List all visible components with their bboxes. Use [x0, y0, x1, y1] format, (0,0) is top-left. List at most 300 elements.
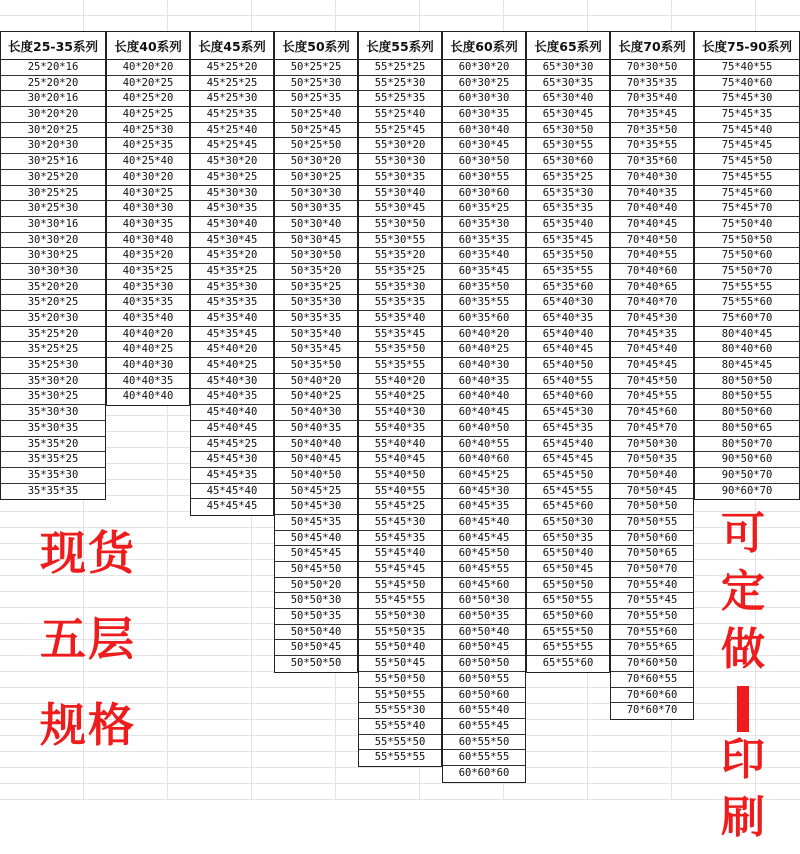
size-cell: 40*35*20	[107, 248, 189, 264]
size-cell: 55*40*40	[359, 437, 441, 453]
size-cell: 75*55*60	[695, 295, 799, 311]
size-cell: 45*35*20	[191, 248, 273, 264]
column-cells	[190, 60, 274, 516]
size-cell: 70*35*60	[611, 154, 693, 170]
size-cell: 55*40*55	[359, 484, 441, 500]
size-cell: 60*35*50	[443, 280, 525, 296]
size-cell: 70*35*50	[611, 123, 693, 139]
size-cell: 30*30*20	[1, 233, 105, 249]
size-cell: 65*35*45	[527, 233, 609, 249]
size-cell: 45*30*40	[191, 217, 273, 233]
size-cell: 90*60*70	[721, 484, 773, 497]
size-cell: 75*45*55	[695, 170, 799, 186]
size-cell: 45*25*25	[191, 76, 273, 92]
size-cell: 70*45*55	[611, 389, 693, 405]
size-cell: 50*25*40	[275, 107, 357, 123]
size-cell: 70*50*65	[611, 546, 693, 562]
size-cell: 50*40*50	[275, 468, 357, 484]
size-cell: 70*40*40	[611, 201, 693, 217]
size-cell: 80*45*45	[695, 358, 799, 374]
size-cell: 70*40*35	[611, 186, 693, 202]
size-cell: 60*45*40	[443, 515, 525, 531]
size-cell: 70*55*40	[611, 578, 693, 594]
size-cell: 65*45*60	[527, 499, 609, 515]
column-header: 长度60系列	[442, 31, 526, 60]
size-cell: 55*55*30	[359, 703, 441, 719]
size-cell: 65*30*30	[527, 60, 609, 76]
size-cell: 65*30*35	[527, 76, 609, 92]
size-cell: 50*35*35	[275, 311, 357, 327]
size-cell: 45*40*25	[191, 358, 273, 374]
size-cell: 65*50*30	[527, 515, 609, 531]
size-cell: 70*45*50	[611, 374, 693, 390]
size-cell: 75*55*55	[695, 280, 799, 296]
size-cell: 65*40*30	[527, 295, 609, 311]
size-cell: 55*35*30	[359, 280, 441, 296]
size-cell: 70*60*50	[611, 656, 693, 672]
size-cell: 45*35*45	[191, 327, 273, 343]
size-cell: 50*35*20	[275, 264, 357, 280]
size-cell: 50*35*40	[275, 327, 357, 343]
size-cell: 40*20*25	[107, 76, 189, 92]
size-cell: 65*50*35	[527, 531, 609, 547]
size-cell: 70*55*45	[611, 593, 693, 609]
size-cell: 70*40*60	[611, 264, 693, 280]
size-cell: 45*40*20	[191, 342, 273, 358]
size-cell: 70*50*45	[611, 484, 693, 500]
size-cell: 55*40*45	[359, 452, 441, 468]
size-cell: 45*40*40	[191, 405, 273, 421]
size-cell: 40*25*35	[107, 138, 189, 154]
size-cell: 60*35*35	[443, 233, 525, 249]
size-cell: 55*45*35	[359, 531, 441, 547]
size-cell: 70*45*35	[611, 327, 693, 343]
size-cell: 60*30*35	[443, 107, 525, 123]
size-cell: 35*30*25	[1, 389, 105, 405]
size-cell: 70*55*50	[611, 609, 693, 625]
size-cell: 60*50*55	[443, 672, 525, 688]
size-cell: 65*40*60	[527, 389, 609, 405]
promo-custom-print	[708, 508, 778, 854]
size-cell: 70*55*60	[611, 625, 693, 641]
size-cell: 30*30*30	[1, 264, 105, 280]
size-cell: 50*30*20	[275, 154, 357, 170]
size-cell: 50*35*30	[275, 295, 357, 311]
size-cell: 55*40*30	[359, 405, 441, 421]
size-cell: 55*45*30	[359, 515, 441, 531]
size-cell: 65*50*50	[527, 578, 609, 594]
size-cell: 60*40*30	[443, 358, 525, 374]
size-cell: 55*50*40	[359, 640, 441, 656]
size-cell: 55*35*45	[359, 327, 441, 343]
size-cell: 40*35*30	[107, 280, 189, 296]
size-cell: 65*35*30	[527, 186, 609, 202]
size-cell: 60*40*45	[443, 405, 525, 421]
size-cell: 55*30*50	[359, 217, 441, 233]
size-cell: 40*25*30	[107, 123, 189, 139]
promo-dash	[737, 686, 749, 732]
size-cell: 75*50*50	[695, 233, 799, 249]
size-cell: 90*50*70	[695, 468, 799, 484]
size-cell: 60*45*30	[443, 484, 525, 500]
size-cell: 75*45*40	[695, 123, 799, 139]
size-cell: 55*35*55	[359, 358, 441, 374]
column-header: 长度70系列	[610, 31, 694, 60]
size-cell: 55*30*55	[359, 233, 441, 249]
size-cell: 40*40*40	[122, 390, 174, 403]
size-cell: 60*45*50	[443, 546, 525, 562]
size-cell: 40*40*35	[107, 374, 189, 390]
size-cell: 65*35*25	[527, 170, 609, 186]
size-cell: 65*40*45	[527, 342, 609, 358]
size-cell: 30*25*25	[1, 186, 105, 202]
size-cell: 50*45*50	[275, 562, 357, 578]
size-cell: 70*50*30	[611, 437, 693, 453]
size-cell: 40*40*30	[107, 358, 189, 374]
size-cell: 30*20*30	[1, 138, 105, 154]
size-cell: 55*40*35	[359, 421, 441, 437]
size-cell: 55*35*20	[359, 248, 441, 264]
size-cell: 65*30*60	[527, 154, 609, 170]
size-cell: 45*25*45	[191, 138, 273, 154]
size-cell: 75*45*35	[695, 107, 799, 123]
size-cell: 60*50*45	[443, 640, 525, 656]
size-cell: 55*35*25	[359, 264, 441, 280]
promo-line-2: 五层	[40, 612, 136, 666]
size-cell: 70*30*50	[611, 60, 693, 76]
size-cell: 50*30*40	[275, 217, 357, 233]
size-cell: 70*60*55	[611, 672, 693, 688]
promo-char-3: 做	[721, 624, 765, 675]
promo-line-3: 规格	[40, 698, 136, 752]
size-cell: 50*40*20	[275, 374, 357, 390]
size-cell: 65*35*55	[527, 264, 609, 280]
size-cell: 55*55*40	[359, 719, 441, 735]
size-cell: 70*50*70	[611, 562, 693, 578]
size-cell: 35*20*25	[1, 295, 105, 311]
size-cell: 55*50*45	[359, 656, 441, 672]
size-cell: 45*30*35	[191, 201, 273, 217]
size-cell: 35*35*20	[1, 437, 105, 453]
column-cells	[526, 60, 610, 673]
size-cell: 45*45*40	[191, 484, 273, 500]
size-cell: 60*60*60	[458, 766, 510, 779]
size-cell: 50*30*45	[275, 233, 357, 249]
size-cell: 50*40*45	[275, 452, 357, 468]
size-cell: 60*50*40	[443, 625, 525, 641]
size-cell: 55*25*45	[359, 123, 441, 139]
column-header: 长度50系列	[274, 31, 358, 60]
size-cell: 45*25*20	[191, 60, 273, 76]
size-cell: 55*50*30	[359, 609, 441, 625]
size-cell: 70*50*35	[611, 452, 693, 468]
size-cell: 55*45*50	[359, 578, 441, 594]
size-cell: 45*25*35	[191, 107, 273, 123]
promo-char-2: 定	[721, 566, 765, 617]
size-cell: 40*35*40	[107, 311, 189, 327]
size-cell: 40*30*20	[107, 170, 189, 186]
size-cell: 65*45*35	[527, 421, 609, 437]
size-cell: 80*50*70	[695, 437, 799, 453]
size-cell: 50*40*25	[275, 389, 357, 405]
size-cell: 65*45*50	[527, 468, 609, 484]
size-cell: 60*40*20	[443, 327, 525, 343]
size-cell: 65*30*50	[527, 123, 609, 139]
size-cell: 50*50*50	[290, 657, 342, 670]
size-cell: 65*35*50	[527, 248, 609, 264]
size-cell: 80*50*65	[695, 421, 799, 437]
size-cell: 40*25*20	[107, 91, 189, 107]
size-cell: 60*35*60	[443, 311, 525, 327]
size-cell: 60*35*25	[443, 201, 525, 217]
size-cell: 75*45*70	[695, 201, 799, 217]
size-cell: 60*45*55	[443, 562, 525, 578]
size-cell: 65*35*35	[527, 201, 609, 217]
size-cell: 65*30*40	[527, 91, 609, 107]
size-cell: 55*40*25	[359, 389, 441, 405]
size-cell: 50*50*35	[275, 609, 357, 625]
size-cell: 80*40*60	[695, 342, 799, 358]
size-cell: 60*45*60	[443, 578, 525, 594]
size-cell: 65*45*55	[527, 484, 609, 500]
size-cell: 65*35*60	[527, 280, 609, 296]
size-cell: 50*50*40	[275, 625, 357, 641]
column-header: 长度40系列	[106, 31, 190, 60]
size-cell: 45*30*25	[191, 170, 273, 186]
size-cell: 55*40*20	[359, 374, 441, 390]
size-cell: 80*40*45	[695, 327, 799, 343]
size-cell: 60*30*20	[443, 60, 525, 76]
size-cell: 50*30*30	[275, 186, 357, 202]
size-cell: 40*35*35	[107, 295, 189, 311]
size-cell: 50*35*50	[275, 358, 357, 374]
size-cell: 70*45*70	[611, 421, 693, 437]
size-cell: 30*25*16	[1, 154, 105, 170]
column-header: 长度55系列	[358, 31, 442, 60]
size-cell: 50*45*40	[275, 531, 357, 547]
size-cell: 25*20*16	[1, 60, 105, 76]
column-header: 长度45系列	[190, 31, 274, 60]
size-cell: 45*30*30	[191, 186, 273, 202]
size-cell: 35*35*35	[27, 484, 79, 497]
size-cell: 65*40*55	[527, 374, 609, 390]
column-cells	[610, 60, 694, 720]
size-cell: 75*45*45	[695, 138, 799, 154]
size-cell: 40*25*25	[107, 107, 189, 123]
size-cell: 45*45*45	[206, 500, 258, 513]
size-cell: 70*40*30	[611, 170, 693, 186]
size-cell: 60*30*55	[443, 170, 525, 186]
size-cell: 40*30*40	[107, 233, 189, 249]
size-cell: 50*25*50	[275, 138, 357, 154]
size-cell: 60*30*45	[443, 138, 525, 154]
size-cell: 55*50*55	[359, 688, 441, 704]
size-cell: 50*25*25	[275, 60, 357, 76]
size-cell: 50*50*30	[275, 593, 357, 609]
size-cell: 50*30*35	[275, 201, 357, 217]
size-cell: 50*35*45	[275, 342, 357, 358]
size-cell: 60*45*35	[443, 499, 525, 515]
size-cell: 35*35*25	[1, 452, 105, 468]
size-cell: 40*40*20	[107, 327, 189, 343]
size-cell: 60*30*30	[443, 91, 525, 107]
size-cell: 80*50*50	[695, 374, 799, 390]
size-cell: 75*50*40	[695, 217, 799, 233]
size-cell: 50*50*20	[275, 578, 357, 594]
size-cell: 60*40*60	[443, 452, 525, 468]
size-cell: 70*45*30	[611, 311, 693, 327]
size-cell: 70*40*45	[611, 217, 693, 233]
size-cell: 65*50*55	[527, 593, 609, 609]
promo-char-1: 可	[721, 508, 765, 559]
size-cell: 40*20*20	[107, 60, 189, 76]
size-cell: 40*30*25	[107, 186, 189, 202]
size-cell: 65*50*45	[527, 562, 609, 578]
size-cell: 60*30*40	[443, 123, 525, 139]
size-cell: 45*35*30	[191, 280, 273, 296]
size-cell: 65*45*30	[527, 405, 609, 421]
size-cell: 55*45*55	[359, 593, 441, 609]
size-cell: 75*50*60	[695, 248, 799, 264]
size-cell: 75*45*60	[695, 186, 799, 202]
size-cell: 35*30*20	[1, 374, 105, 390]
promo-char-5: 刷	[721, 792, 765, 843]
promo-line-1: 现货	[40, 526, 136, 580]
size-cell: 55*45*45	[359, 562, 441, 578]
size-cell: 60*50*35	[443, 609, 525, 625]
size-cell: 50*45*45	[275, 546, 357, 562]
size-cell: 65*40*35	[527, 311, 609, 327]
promo-in-stock	[40, 526, 136, 788]
size-cell: 60*35*55	[443, 295, 525, 311]
size-cell: 60*30*60	[443, 186, 525, 202]
size-cell: 70*45*45	[611, 358, 693, 374]
size-cell: 80*50*55	[695, 389, 799, 405]
size-cell: 65*50*40	[527, 546, 609, 562]
size-cell: 70*50*55	[611, 515, 693, 531]
size-cell: 40*30*30	[107, 201, 189, 217]
size-cell: 30*20*16	[1, 91, 105, 107]
size-cell: 50*30*25	[275, 170, 357, 186]
size-cell: 60*55*50	[443, 735, 525, 751]
column-cells	[442, 60, 526, 783]
size-cell: 70*60*70	[626, 704, 678, 717]
size-cell: 70*55*65	[611, 640, 693, 656]
size-cell: 65*45*45	[527, 452, 609, 468]
size-cell: 70*50*40	[611, 468, 693, 484]
size-cell: 70*40*70	[611, 295, 693, 311]
size-cell: 65*55*55	[527, 640, 609, 656]
size-cell: 45*30*20	[191, 154, 273, 170]
size-cell: 55*35*40	[359, 311, 441, 327]
size-cell: 60*50*50	[443, 656, 525, 672]
size-cell: 70*40*50	[611, 233, 693, 249]
size-cell: 70*40*65	[611, 280, 693, 296]
size-cell: 80*50*60	[695, 405, 799, 421]
size-cell: 40*40*25	[107, 342, 189, 358]
size-cell: 55*35*50	[359, 342, 441, 358]
size-cell: 45*35*35	[191, 295, 273, 311]
size-cell: 60*40*40	[443, 389, 525, 405]
size-cell: 55*35*35	[359, 295, 441, 311]
size-cell: 50*40*40	[275, 437, 357, 453]
size-cell: 65*45*40	[527, 437, 609, 453]
column-cells	[274, 60, 358, 673]
size-cell: 45*25*40	[191, 123, 273, 139]
column-header: 长度25-35系列	[0, 31, 106, 60]
size-cell: 75*60*70	[695, 311, 799, 327]
size-cell: 55*30*30	[359, 154, 441, 170]
size-cell: 50*35*25	[275, 280, 357, 296]
size-cell: 55*25*35	[359, 91, 441, 107]
size-cell: 90*50*60	[695, 452, 799, 468]
size-cell: 60*30*25	[443, 76, 525, 92]
size-cell: 55*50*35	[359, 625, 441, 641]
size-cell: 70*35*55	[611, 138, 693, 154]
size-cell: 35*35*30	[1, 468, 105, 484]
size-cell: 45*40*35	[191, 389, 273, 405]
size-cell: 45*45*25	[191, 437, 273, 453]
size-cell: 70*35*35	[611, 76, 693, 92]
size-cell: 55*30*40	[359, 186, 441, 202]
size-cell: 60*30*50	[443, 154, 525, 170]
size-cell: 35*25*20	[1, 327, 105, 343]
size-cell: 35*20*30	[1, 311, 105, 327]
size-cell: 70*35*40	[611, 91, 693, 107]
size-cell: 70*40*55	[611, 248, 693, 264]
size-cell: 30*20*25	[1, 123, 105, 139]
size-cell: 50*50*45	[275, 640, 357, 656]
size-cell: 35*20*20	[1, 280, 105, 296]
size-cell: 45*40*30	[191, 374, 273, 390]
size-cell: 60*35*40	[443, 248, 525, 264]
size-cell: 40*35*25	[107, 264, 189, 280]
size-cell: 35*30*35	[1, 421, 105, 437]
size-cell: 45*45*30	[191, 452, 273, 468]
size-cell: 65*30*45	[527, 107, 609, 123]
size-cell: 30*20*20	[1, 107, 105, 123]
size-cell: 60*40*35	[443, 374, 525, 390]
size-cell: 55*25*30	[359, 76, 441, 92]
size-cell: 45*40*45	[191, 421, 273, 437]
size-cell: 45*35*25	[191, 264, 273, 280]
size-cell: 65*30*55	[527, 138, 609, 154]
column-cells	[358, 60, 442, 767]
size-cell: 50*25*45	[275, 123, 357, 139]
size-cell: 60*55*45	[443, 719, 525, 735]
column-cells	[0, 60, 106, 500]
size-cell: 75*45*30	[695, 91, 799, 107]
size-cell: 50*40*30	[275, 405, 357, 421]
promo-char-4: 印	[721, 734, 765, 785]
size-cell: 60*55*40	[443, 703, 525, 719]
size-cell: 65*40*50	[527, 358, 609, 374]
size-cell: 60*55*55	[443, 750, 525, 766]
size-cell: 50*25*30	[275, 76, 357, 92]
size-cell: 60*40*50	[443, 421, 525, 437]
size-cell: 55*25*40	[359, 107, 441, 123]
size-cell: 30*25*20	[1, 170, 105, 186]
size-cell: 50*45*25	[275, 484, 357, 500]
size-cell: 30*25*30	[1, 201, 105, 217]
size-cell: 60*50*30	[443, 593, 525, 609]
size-cell: 65*40*40	[527, 327, 609, 343]
size-cell: 65*55*60	[542, 657, 594, 670]
size-cell: 75*50*70	[695, 264, 799, 280]
size-cell: 40*25*40	[107, 154, 189, 170]
size-cell: 70*45*40	[611, 342, 693, 358]
size-cell: 55*45*40	[359, 546, 441, 562]
